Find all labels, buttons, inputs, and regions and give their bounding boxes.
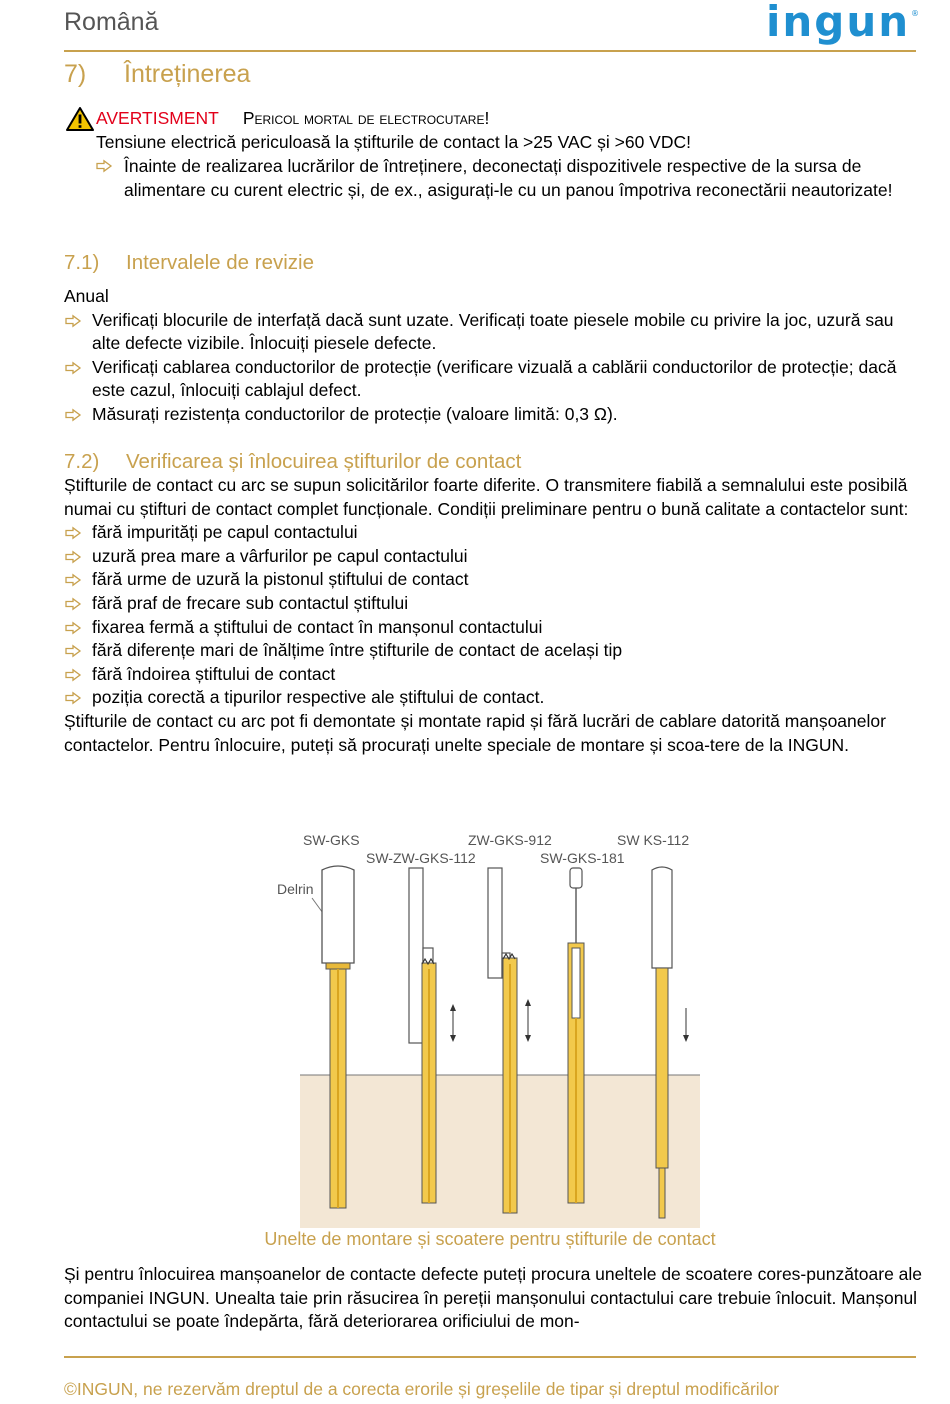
subsection-heading-7-1 [64, 251, 314, 275]
arrow-right-icon [65, 598, 81, 610]
warning-title: Pericol mortal de electrocutare! [242, 108, 490, 128]
warning-keyword: AVERTISMENT [96, 108, 219, 128]
warning-triangle-icon [66, 107, 94, 137]
list-item [64, 686, 924, 710]
label-sw-gks-181: SW-GKS-181 [540, 850, 625, 866]
list-item [64, 616, 924, 640]
arrow-right-icon [65, 692, 81, 704]
footer-text: ©INGUN, ne rezervăm dreptul de a corecta erorile și greșelile de tipar și dreptul modificărilor [64, 1379, 780, 1399]
list-item-text: fără urme de uzură la pistonul știftului de contact [92, 569, 469, 590]
list-item-text: Măsurați rezistența conductorilor de protecție (valoare limită: 0,3 Ω). [92, 403, 618, 424]
figure-caption: Unelte de montare și scoatere pentru știfturile de contact [264, 1229, 716, 1249]
subsection-heading-7-2 [64, 450, 521, 474]
arrow-right-icon [65, 622, 81, 634]
arrow-right-icon [65, 574, 81, 586]
list-item [64, 639, 924, 663]
list-item [64, 403, 924, 427]
arrow-right-icon [65, 315, 81, 327]
list-item [64, 521, 924, 545]
list-item-text: Verificați cablarea conductorilor de protecție (verificare vizuală a cablării conductorilor de protecție; dacă este cazul, înlocuiți cablajul defect. [92, 356, 897, 401]
subsection-number: 7.2) [64, 450, 100, 473]
svg-text:®: ® [911, 9, 919, 18]
label-sw-zw-gks-112: SW-ZW-GKS-112 [366, 850, 476, 866]
warning-step [96, 154, 926, 202]
arrow-right-icon [65, 409, 81, 421]
arrow-right-icon [96, 160, 112, 172]
list-item-text: fără îndoirea știftului de contact [92, 663, 336, 684]
list-item-text: fără impurități pe capul contactului [92, 522, 358, 543]
arrow-right-icon [65, 527, 81, 539]
arrow-right-icon [65, 669, 81, 681]
list-item [64, 545, 924, 569]
section-title: Întreținerea [124, 60, 251, 88]
label-zw-gks-912: ZW-GKS-912 [468, 832, 552, 848]
arrow-right-icon [65, 645, 81, 657]
label-sw-ks-112: SW KS-112 [617, 832, 690, 848]
list-item-text: poziția corectă a tipurilor respective ale știftului de contact. [92, 687, 545, 708]
revision-intervals [64, 285, 924, 427]
subsection-title: Intervalele de revizie [126, 251, 315, 274]
section-number: 7) [64, 60, 87, 88]
circuit-board [300, 1075, 700, 1228]
list-item [64, 663, 924, 687]
list-item [64, 356, 924, 403]
list-item [64, 309, 924, 356]
interval-label: Anual [64, 286, 109, 306]
section-heading [64, 60, 250, 89]
contact-pin-section [64, 474, 924, 757]
list-item-text: Verificați blocurile de interfață dacă sunt uzate. Verificați toate piesele mobile cu privire la joc, uzură sau alte defecte vizibile. Înlocuiți piesele defecte. [92, 309, 894, 354]
footer-rule [64, 1356, 916, 1358]
list-item-text: fixarea fermă a știftului de contact în manșonul contactului [92, 616, 543, 637]
list-item-text: fără praf de frecare sub contactul știftului [92, 592, 409, 613]
arrow-right-icon [65, 362, 81, 374]
list-item [64, 568, 924, 592]
label-sw-gks: SW-GKS [303, 832, 360, 848]
header-rule [64, 50, 916, 52]
closing-paragraph: Și pentru înlocuirea manșoanelor de contacte defecte puteți procura uneltele de scoatere cores-punzătoare ale companiei INGUN. Unealta taie prin răsucirea în pereții manșonului contactului care trebuie înlocuit. Manșonul contactului se poate îndepărta, fără deteriorarea orificiului de mon- [64, 1264, 923, 1332]
label-delrin: Delrin [277, 881, 314, 897]
warning-step-text: Înainte de realizarea lucrărilor de întreținere, deconectați dispozitivele respective de la sursa de alimentare cu curent electric și, de ex., asigurați-le cu un panou împotriva reconectării neautorizate! [124, 156, 893, 200]
list-item-text: fără diferențe mari de înălțime între știfturile de contact de același tip [92, 640, 623, 661]
ingun-logo [766, 2, 918, 53]
subsection-number: 7.1) [64, 251, 100, 274]
arrow-right-icon [65, 551, 81, 563]
list-item [64, 592, 924, 616]
header-language: Română [64, 8, 159, 36]
warning-line: Tensiune electrică periculoasă la știfturile de contact la >25 VAC și >60 VDC! [96, 132, 691, 152]
subsection-title: Verificarea și înlocuirea știfturilor de contact [126, 450, 522, 473]
tool-sw-gks-181 [568, 868, 584, 1203]
logo-text: ingun [766, 0, 911, 46]
outro-paragraph: Știfturile de contact cu arc pot fi demontate și montate rapid și fără lucrări de cablare datorită manșoanelor contactelor. Pentru înlocuire, puteți să procurați unelte speciale de montare și scoa-tere de la INGUN. [64, 710, 886, 755]
list-item-text: uzură prea mare a vârfurilor pe capul contactului [92, 545, 468, 566]
tools-figure [270, 828, 720, 1228]
intro-paragraph: Știfturile de contact cu arc se supun solicitărilor foarte diferite. O transmitere fiabilă a semnalului este posibilă numai cu știfturi de contact complet funcționale. Condiții preliminare pentru o bună calitate a contactelor sunt: [64, 475, 909, 519]
